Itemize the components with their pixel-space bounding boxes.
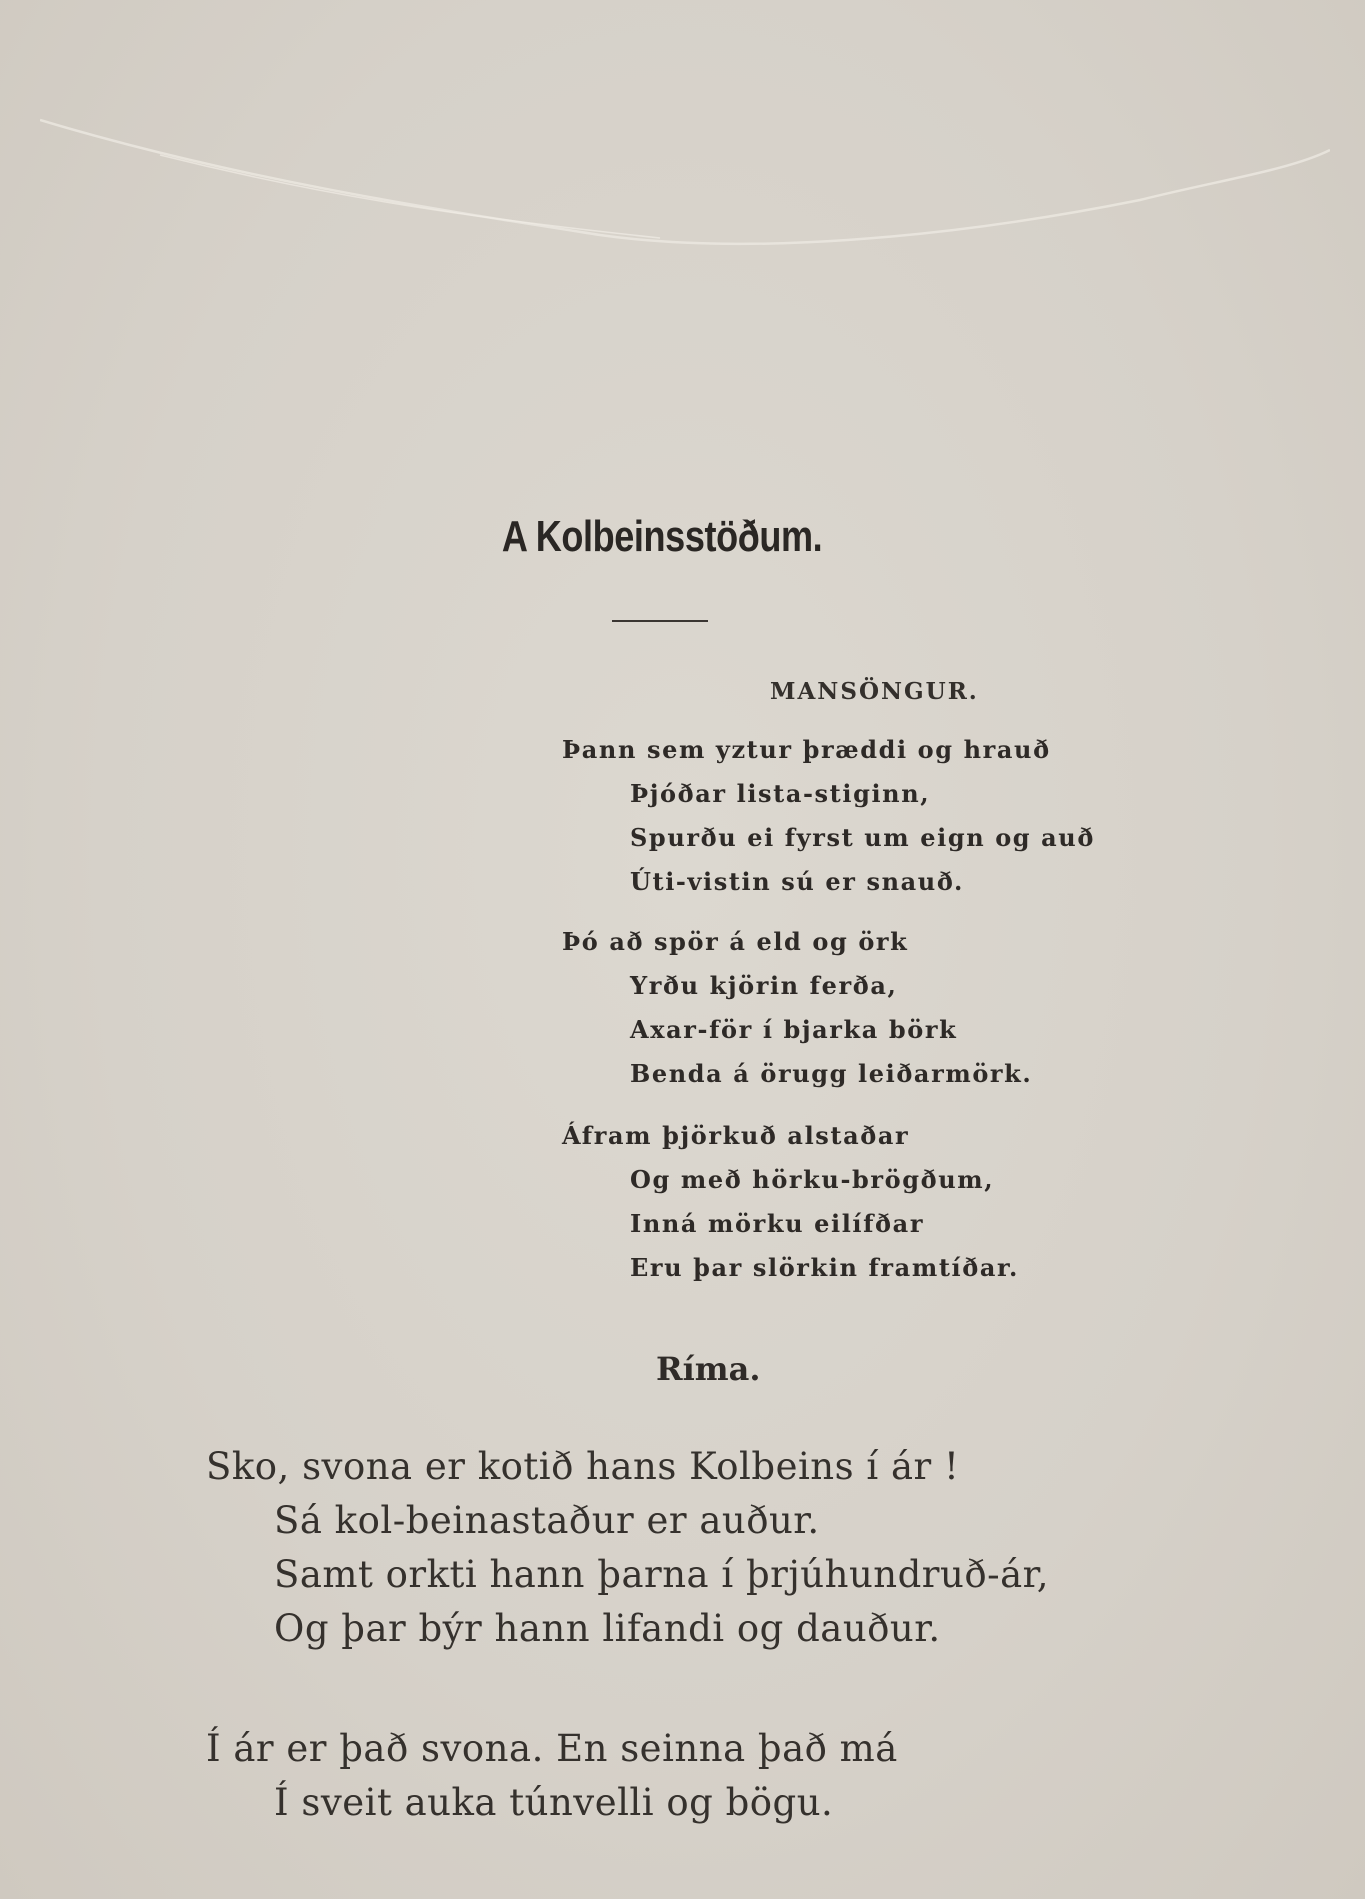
verse: [206, 1722, 898, 1830]
stanza-line: Þjóðar lista-stiginn,: [630, 779, 931, 808]
stanza-line: Þann sem yztur þræddi og hrauð: [562, 735, 1051, 764]
paper-crease: [40, 60, 1330, 280]
stanza: [562, 728, 1095, 904]
section-title: MANSÖNGUR.: [770, 678, 979, 705]
verse-line: Í sveit auka túnvelli og bögu.: [274, 1781, 834, 1824]
stanza: [562, 920, 1032, 1096]
stanza-line: Og með hörku-brögðum,: [630, 1165, 995, 1194]
page-title: A Kolbeinsstöðum.: [501, 512, 823, 561]
title-divider: [612, 620, 708, 622]
verse-line: Og þar býr hann lifandi og dauður.: [274, 1607, 941, 1650]
stanza-line: Axar-för í bjarka börk: [630, 1015, 958, 1044]
stanza-line: Eru þar slörkin framtíðar.: [630, 1253, 1019, 1282]
verse-line: Í ár er það svona. En seinna það má: [206, 1727, 898, 1770]
stanza-line: Áfram þjörkuð alstaðar: [562, 1121, 910, 1150]
stanza-line: Þó að spör á eld og örk: [562, 927, 909, 956]
stanza-line: Úti-vistin sú er snauð.: [630, 867, 964, 896]
verse: [206, 1440, 1049, 1656]
stanza-line: Yrðu kjörin ferða,: [630, 971, 898, 1000]
stanza-line: Inná mörku eilífðar: [630, 1209, 925, 1238]
stanza-line: Spurðu ei fyrst um eign og auð: [630, 823, 1095, 852]
verse-line: Sko, svona er kotið hans Kolbeins í ár !: [206, 1445, 960, 1488]
rima-title: Ríma.: [656, 1350, 761, 1388]
stanza: [562, 1114, 1019, 1290]
verse-line: Sá kol-beinastaður er auður.: [274, 1499, 820, 1542]
stanza-line: Benda á örugg leiðarmörk.: [630, 1059, 1033, 1088]
verse-line: Samt orkti hann þarna í þrjúhundruð-ár,: [274, 1553, 1050, 1596]
